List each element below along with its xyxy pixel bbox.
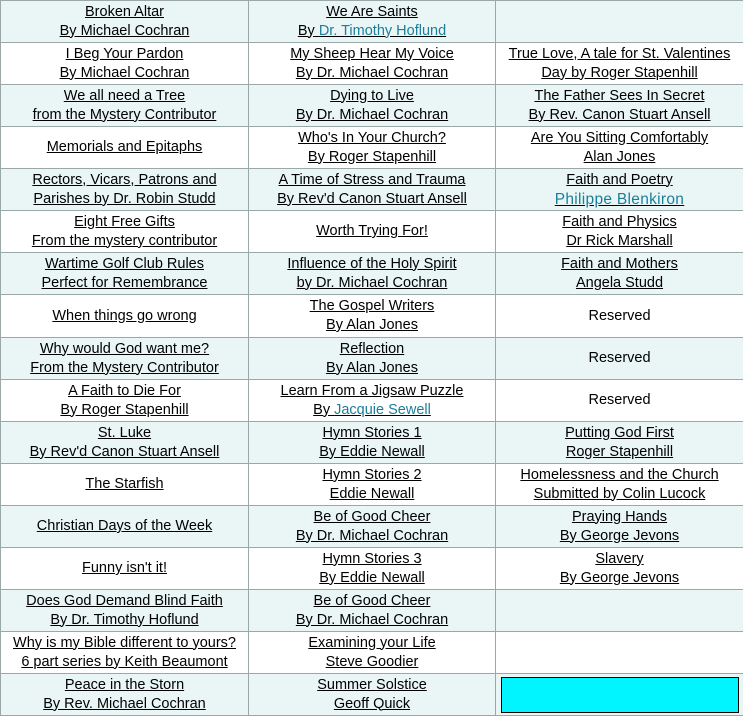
- author-prefix: By: [297, 22, 319, 39]
- articles-table-body: [1, 1, 743, 716]
- article-author: 6 part series by Keith Beaumont: [21, 653, 228, 670]
- article-author: By Dr. Michael Cochran: [295, 106, 449, 123]
- table-cell: [1, 590, 249, 632]
- article-title: A Faith to Die For: [68, 382, 181, 399]
- article-link[interactable]: [3, 676, 246, 714]
- table-row: [1, 464, 743, 506]
- article-link[interactable]: [251, 45, 493, 83]
- article-author: By Rev'd Canon Stuart Ansell: [277, 190, 467, 207]
- article-link[interactable]: [3, 87, 246, 125]
- article-author: By Roger Stapenhill: [307, 148, 437, 165]
- table-cell: [249, 380, 496, 422]
- table-cell: [1, 169, 249, 211]
- article-link[interactable]: [3, 634, 246, 672]
- article-author: By Michael Cochran: [59, 22, 190, 39]
- article-author: Submitted by Colin Lucock: [533, 485, 706, 502]
- article-link[interactable]: [3, 592, 246, 630]
- article-author: By George Jevons: [559, 569, 680, 586]
- article-author: From the mystery contributor: [31, 232, 218, 249]
- article-link[interactable]: [251, 87, 493, 125]
- table-cell: [249, 295, 496, 338]
- article-link[interactable]: [3, 255, 246, 293]
- article-author: By Eddie Newall: [319, 443, 425, 460]
- table-row: [1, 506, 743, 548]
- article-author: By Rev. Canon Stuart Ansell: [528, 106, 711, 123]
- author-name-link[interactable]: Philippe Blenkiron: [554, 190, 685, 208]
- table-cell: [496, 338, 743, 380]
- table-cell: [1, 1, 249, 43]
- table-row: [1, 338, 743, 380]
- article-title: Why would God want me?: [39, 340, 210, 357]
- table-cell: [1, 338, 249, 380]
- article-title: Does God Demand Blind Faith: [26, 592, 223, 609]
- table-cell: [496, 169, 743, 211]
- table-cell: [1, 43, 249, 85]
- table-row: [1, 253, 743, 295]
- article-author: Roger Stapenhill: [565, 443, 674, 460]
- article-author: By Dr. Michael Cochran: [295, 611, 449, 628]
- table-cell: [249, 422, 496, 464]
- article-title: The Father Sees In Secret: [534, 87, 705, 104]
- article-link[interactable]: [498, 466, 741, 504]
- article-title: Praying Hands: [571, 508, 668, 525]
- empty-cell: [496, 1, 743, 43]
- article-title: We Are Saints: [326, 3, 418, 20]
- table-cell: [249, 253, 496, 295]
- article-link[interactable]: [498, 550, 741, 588]
- article-author: Day by Roger Stapenhill: [541, 64, 698, 81]
- article-title: Peace in the Storn: [64, 676, 185, 693]
- article-title: A Time of Stress and Trauma: [278, 171, 466, 188]
- reserved-label: Reserved: [588, 350, 651, 366]
- author-prefix: By: [313, 401, 335, 418]
- article-title: Who's In Your Church?: [298, 129, 446, 146]
- table-cell: [496, 380, 743, 422]
- article-title: My Sheep Hear My Voice: [290, 45, 454, 62]
- article-link[interactable]: [251, 255, 493, 293]
- table-row: [1, 85, 743, 127]
- table-cell: [249, 464, 496, 506]
- article-title: True Love, A tale for St. Valentines: [508, 45, 731, 62]
- article-title: Hymn Stories 1: [322, 424, 422, 441]
- table-cell: [496, 85, 743, 127]
- article-title: Examining your Life: [308, 634, 436, 651]
- article-link[interactable]: [3, 307, 246, 326]
- article-title: We all need a Tree: [63, 87, 186, 104]
- table-row: [1, 548, 743, 590]
- table-cell: [1, 464, 249, 506]
- article-link[interactable]: [498, 508, 741, 546]
- table-cell: [496, 253, 743, 295]
- article-author: Dr Rick Marshall: [566, 232, 673, 249]
- article-author: Parishes by Dr. Robin Studd: [33, 190, 216, 207]
- article-title: Why is my Bible different to yours?: [13, 634, 236, 651]
- table-cell: [249, 43, 496, 85]
- table-cell: [249, 211, 496, 253]
- table-cell: [249, 674, 496, 716]
- article-title: Wartime Golf Club Rules: [44, 255, 204, 272]
- article-link[interactable]: [251, 171, 493, 209]
- article-title: St. Luke: [97, 424, 152, 441]
- article-link[interactable]: [3, 382, 246, 420]
- table-cell: [249, 590, 496, 632]
- article-title: Putting God First: [565, 424, 674, 441]
- table-cell: [1, 548, 249, 590]
- article-title: Hymn Stories 2: [322, 466, 422, 483]
- article-link[interactable]: [251, 634, 493, 672]
- article-author: from the Mystery Contributor: [32, 106, 217, 123]
- reserved-label: Reserved: [588, 392, 651, 408]
- article-author: Geoff Quick: [333, 695, 411, 712]
- table-row: [1, 169, 743, 211]
- article-author: By Eddie Newall: [319, 569, 425, 586]
- article-author: By Alan Jones: [326, 317, 418, 333]
- table-row: [1, 380, 743, 422]
- article-link[interactable]: [3, 171, 246, 209]
- table-cell: [496, 211, 743, 253]
- table-cell: [496, 295, 743, 338]
- table-cell: [249, 1, 496, 43]
- article-title: I Beg Your Pardon: [65, 45, 184, 62]
- table-row: [1, 43, 743, 85]
- article-link[interactable]: [3, 340, 246, 378]
- table-cell: [249, 548, 496, 590]
- article-link[interactable]: [498, 255, 741, 293]
- article-title: Rectors, Vicars, Patrons and: [32, 171, 217, 188]
- table-cell: [249, 169, 496, 211]
- article-link[interactable]: [3, 517, 246, 536]
- article-title: Christian Days of the Week: [36, 518, 213, 534]
- table-cell: [1, 506, 249, 548]
- article-author: By Roger Stapenhill: [60, 401, 189, 418]
- article-link[interactable]: [3, 213, 246, 251]
- article-link[interactable]: [3, 559, 246, 578]
- article-link[interactable]: [498, 45, 741, 83]
- author-name-link[interactable]: Dr. Timothy Hoflund: [318, 22, 447, 39]
- cyan-box: [501, 677, 739, 713]
- table-cell: [1, 85, 249, 127]
- article-title: Homelessness and the Church: [520, 466, 719, 483]
- table-cell: [1, 253, 249, 295]
- article-author: [251, 22, 493, 41]
- article-title: Are You Sitting Comfortably: [530, 129, 709, 146]
- article-author: by Dr. Michael Cochran: [296, 274, 448, 291]
- article-link[interactable]: [498, 129, 741, 167]
- table-cell: [1, 380, 249, 422]
- article-link[interactable]: [251, 129, 493, 167]
- table-cell: [1, 422, 249, 464]
- table-cell: [1, 295, 249, 338]
- article-link[interactable]: [251, 297, 493, 335]
- table-row: [1, 1, 743, 43]
- table-row: [1, 127, 743, 169]
- table-cell: [496, 674, 743, 716]
- table-row: [1, 295, 743, 338]
- article-author: By Rev'd Canon Stuart Ansell: [29, 443, 220, 460]
- table-row: [1, 211, 743, 253]
- article-title: Influence of the Holy Spirit: [287, 255, 457, 272]
- article-title: Learn From a Jigsaw Puzzle: [280, 382, 464, 399]
- article-author: By George Jevons: [559, 527, 680, 544]
- article-link[interactable]: [251, 592, 493, 630]
- article-title: Worth Trying For!: [316, 223, 428, 239]
- table-cell: [496, 43, 743, 85]
- article-link[interactable]: [498, 424, 741, 462]
- table-cell: [249, 506, 496, 548]
- article-author: By Alan Jones: [326, 359, 418, 376]
- table-cell: [496, 127, 743, 169]
- article-link[interactable]: [498, 171, 741, 209]
- article-author: Eddie Newall: [329, 485, 415, 502]
- article-link[interactable]: [3, 424, 246, 462]
- article-author: From the Mystery Contributor: [30, 359, 219, 376]
- article-link[interactable]: [3, 45, 246, 83]
- article-author: Perfect for Remembrance: [41, 274, 208, 291]
- article-author: Angela Studd: [575, 274, 664, 291]
- author-name-link[interactable]: Jacquie Sewell: [334, 401, 431, 418]
- article-author: [251, 401, 493, 420]
- reserved-label: Reserved: [588, 307, 651, 324]
- article-title: Hymn Stories 3: [322, 550, 422, 567]
- table-row: [1, 632, 743, 674]
- article-title: Broken Altar: [85, 3, 164, 20]
- article-link[interactable]: [251, 222, 493, 241]
- article-author: By Rev. Michael Cochran: [43, 695, 206, 712]
- article-title: Funny isn't it!: [82, 560, 167, 576]
- table-cell: [1, 632, 249, 674]
- article-title: Eight Free Gifts: [74, 213, 175, 230]
- table-cell: [1, 127, 249, 169]
- table-cell: [1, 674, 249, 716]
- article-title: Faith and Poetry: [566, 171, 673, 188]
- article-title: Reflection: [339, 340, 405, 357]
- article-link[interactable]: [251, 676, 493, 714]
- article-title: Be of Good Cheer: [313, 508, 431, 525]
- article-link[interactable]: [498, 213, 741, 251]
- article-link[interactable]: [251, 466, 493, 504]
- article-title: Be of Good Cheer: [313, 592, 431, 609]
- article-link[interactable]: [251, 508, 493, 546]
- article-link[interactable]: [251, 340, 493, 378]
- empty-cell: [496, 590, 743, 632]
- table-cell: [1, 211, 249, 253]
- table-cell: [249, 632, 496, 674]
- article-link[interactable]: [251, 3, 493, 41]
- article-link[interactable]: [3, 475, 246, 494]
- article-link[interactable]: [3, 3, 246, 41]
- article-title: Summer Solstice: [317, 676, 427, 693]
- article-title: Dying to Live: [330, 87, 414, 104]
- article-author: By Dr. Timothy Hoflund: [50, 611, 199, 628]
- table-cell: [249, 338, 496, 380]
- article-link[interactable]: [251, 550, 493, 588]
- article-link[interactable]: [251, 382, 493, 420]
- table-cell: [496, 506, 743, 548]
- article-link[interactable]: [498, 87, 741, 125]
- table-row: [1, 422, 743, 464]
- article-title: Faith and Mothers: [561, 255, 678, 272]
- article-title: Slavery: [595, 550, 644, 567]
- table-cell: [249, 85, 496, 127]
- article-title: Memorials and Epitaphs: [46, 139, 203, 155]
- article-author: Steve Goodier: [325, 653, 419, 670]
- article-title: The Starfish: [85, 476, 164, 492]
- article-author: By Dr. Michael Cochran: [295, 527, 449, 544]
- table-cell: [249, 127, 496, 169]
- article-author: Alan Jones: [583, 148, 656, 165]
- table-cell: [496, 464, 743, 506]
- empty-cell: [496, 632, 743, 674]
- article-author: By Dr. Michael Cochran: [295, 64, 449, 81]
- table-cell: [496, 548, 743, 590]
- table-row: [1, 674, 743, 716]
- article-link[interactable]: [3, 138, 246, 157]
- article-link[interactable]: [251, 424, 493, 462]
- article-title: When things go wrong: [52, 307, 197, 324]
- article-title: Faith and Physics: [562, 213, 677, 230]
- table-cell: [496, 422, 743, 464]
- table-row: [1, 590, 743, 632]
- article-author: By Michael Cochran: [59, 64, 190, 81]
- article-title: The Gospel Writers: [309, 298, 435, 314]
